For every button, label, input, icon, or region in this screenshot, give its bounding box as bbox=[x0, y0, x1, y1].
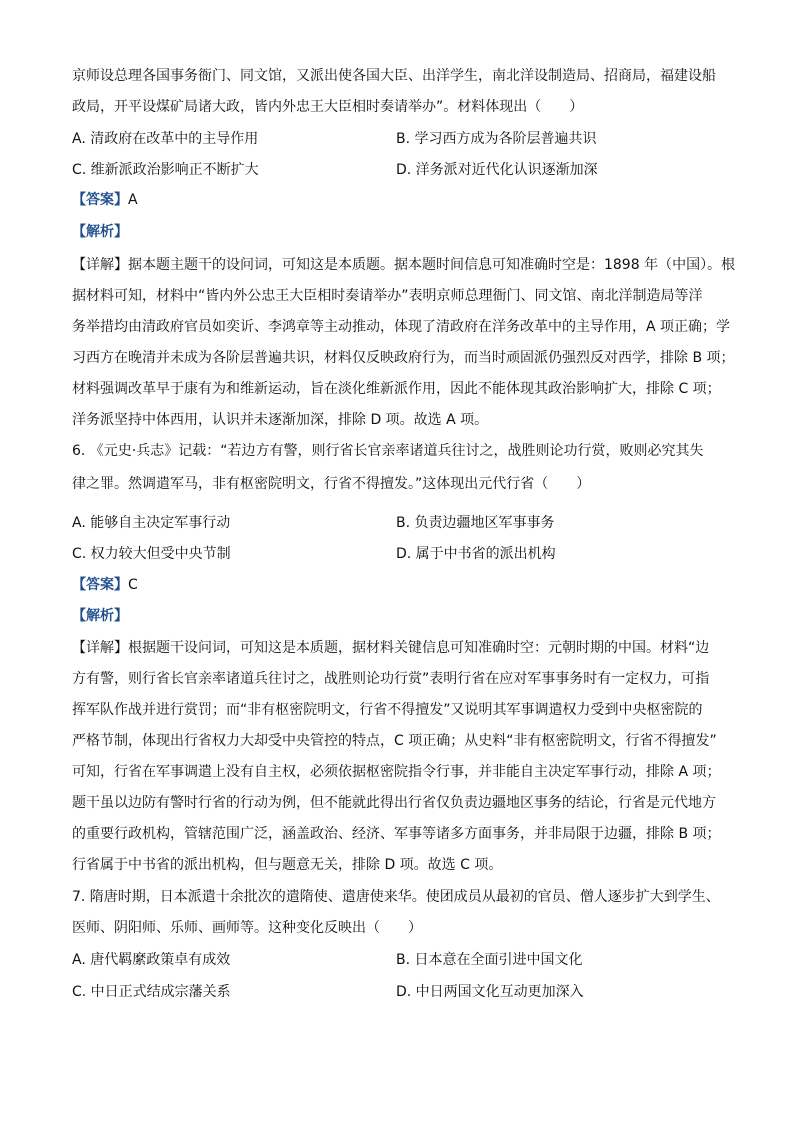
q5-detail-line-2: 据材料可知，材料中“皆内外公忠王大臣相时奏请举办”表明京师总理衙门、同文馆、南北洋制造局等洋 bbox=[72, 288, 703, 304]
q5-stem-line-1: 京师设总理各国事务衙门、同文馆，又派出使各国大臣、出洋学生，南北洋设制造局、招商局，福建设船 bbox=[72, 68, 716, 84]
q5-analysis-heading bbox=[72, 222, 128, 242]
q5-detail-line-3: 务举措均由清政府官员如奕䜣、李鸿章等主动推动，体现了清政府在洋务改革中的主导作用，A 项正确；学 bbox=[72, 319, 731, 335]
q5-detail-line-5: 材料强调改革早于康有为和维新运动，旨在淡化维新派作用，因此不能体现其政治影响扩大，排除 C 项； bbox=[72, 381, 721, 397]
q7-option-b: B. 日本意在全面引进中国文化 bbox=[396, 952, 583, 968]
q6-analysis-tag: 【解析】 bbox=[72, 608, 128, 624]
q6-option-c: C. 权力较大但受中央节制 bbox=[72, 546, 231, 562]
q6-answer-value: C bbox=[128, 577, 138, 593]
q5-answer-value: A bbox=[128, 192, 138, 208]
q6-detail-line-8: 行省属于中书省的派出机构，但与题意无关，排除 D 项。故选 C 项。 bbox=[72, 857, 503, 873]
q6-option-b: B. 负责边疆地区军事事务 bbox=[396, 515, 555, 531]
q6-option-a: A. 能够自主决定军事行动 bbox=[72, 515, 231, 531]
q7-option-a: A. 唐代羁縻政策卓有成效 bbox=[72, 952, 231, 968]
q5-option-c: C. 维新派政治影响正不断扩大 bbox=[72, 162, 259, 178]
q6-detail-line-1: 【详解】根据题干设问词，可知这是本质题，据材料关键信息可知准确时空：元朝时期的中国。材料“边 bbox=[72, 640, 710, 656]
q6-option-d: D. 属于中书省的派出机构 bbox=[396, 546, 556, 562]
q5-detail-line-1: 【详解】据本题主题干的设问词，可知这是本质题。据本题时间信息可知准确时空是：1898 年（中国）。根 bbox=[72, 257, 736, 273]
q6-stem-line-2: 律之罪。然调遣军马，非有枢密院明文，行省不得擅发。”这体现出元代行省（ ） bbox=[72, 476, 591, 492]
q5-detail-line-6: 洋务派坚持中体西用，认识并未逐渐加深，排除 D 项。故选 A 项。 bbox=[72, 412, 489, 428]
q5-detail-line-4: 习西方在晚清并未成为各阶层普遍共识，材料仅反映政府行为，而当时顽固派仍强烈反对西学，排除 B 项； bbox=[72, 350, 735, 366]
q5-answer-line bbox=[72, 190, 138, 210]
q6-answer-line bbox=[72, 575, 138, 595]
q5-answer-tag: 【答案】 bbox=[72, 192, 128, 208]
q6-answer-tag: 【答案】 bbox=[72, 577, 128, 593]
q7-option-c: C. 中日正式结成宗藩关系 bbox=[72, 984, 231, 1000]
q7-stem-line-1: 7. 隋唐时期，日本派遣十余批次的遣隋使、遣唐使来华。使团成员从最初的官员、僧人逐步扩大到学生、 bbox=[72, 889, 720, 905]
q6-detail-line-7: 的重要行政机构，管辖范围广泛，涵盖政治、经济、军事等诸多方面事务，并非局限于边疆，排除 B 项； bbox=[72, 826, 721, 842]
q5-analysis-tag: 【解析】 bbox=[72, 224, 128, 240]
q6-analysis-heading bbox=[72, 606, 128, 626]
q7-option-d: D. 中日两国文化互动更加深入 bbox=[396, 984, 584, 1000]
q6-detail-line-4: 严格节制，体现出行省权力大却受中央管控的特点，C 项正确；从史料“非有枢密院明文，行省不得擅发” bbox=[72, 733, 717, 749]
q6-detail-line-2: 方有警，则行省长官亲率诸道兵往讨之，战胜则论功行赏”表明行省在应对军事事务时有一定权力，可指 bbox=[72, 671, 710, 687]
q6-detail-line-3: 挥军队作战并进行赏罚；而“非有枢密院明文，行省不得擅发”又说明其军事调遣权力受到中央枢密院的 bbox=[72, 702, 703, 718]
q6-stem-line-1: 6. 《元史·兵志》记载：“若边方有警，则行省长官亲率诸道兵往讨之，战胜则论功行赏，败则必究其失 bbox=[72, 443, 704, 459]
q5-option-a: A. 清政府在改革中的主导作用 bbox=[72, 131, 259, 147]
q6-detail-line-6: 题干虽以边防有警时行省的行动为例，但不能就此得出行省仅负责边疆地区事务的结论，行省是元代地方 bbox=[72, 795, 716, 811]
q7-stem-line-2: 医师、阴阳师、乐师、画师等。这种变化反映出（ ） bbox=[72, 920, 422, 936]
q5-option-d: D. 洋务派对近代化认识逐渐加深 bbox=[396, 162, 598, 178]
q5-option-b: B. 学习西方成为各阶层普遍共识 bbox=[396, 131, 597, 147]
q6-detail-line-5: 可知，行省在军事调遣上没有自主权，必须依据枢密院指令行事，并非能自主决定军事行动，排除 A 项； bbox=[72, 764, 721, 780]
q5-stem-line-2: 政局，开平设煤矿局诸大政，皆内外忠王大臣相时奏请举办”。材料体现出（ ） bbox=[72, 99, 584, 115]
